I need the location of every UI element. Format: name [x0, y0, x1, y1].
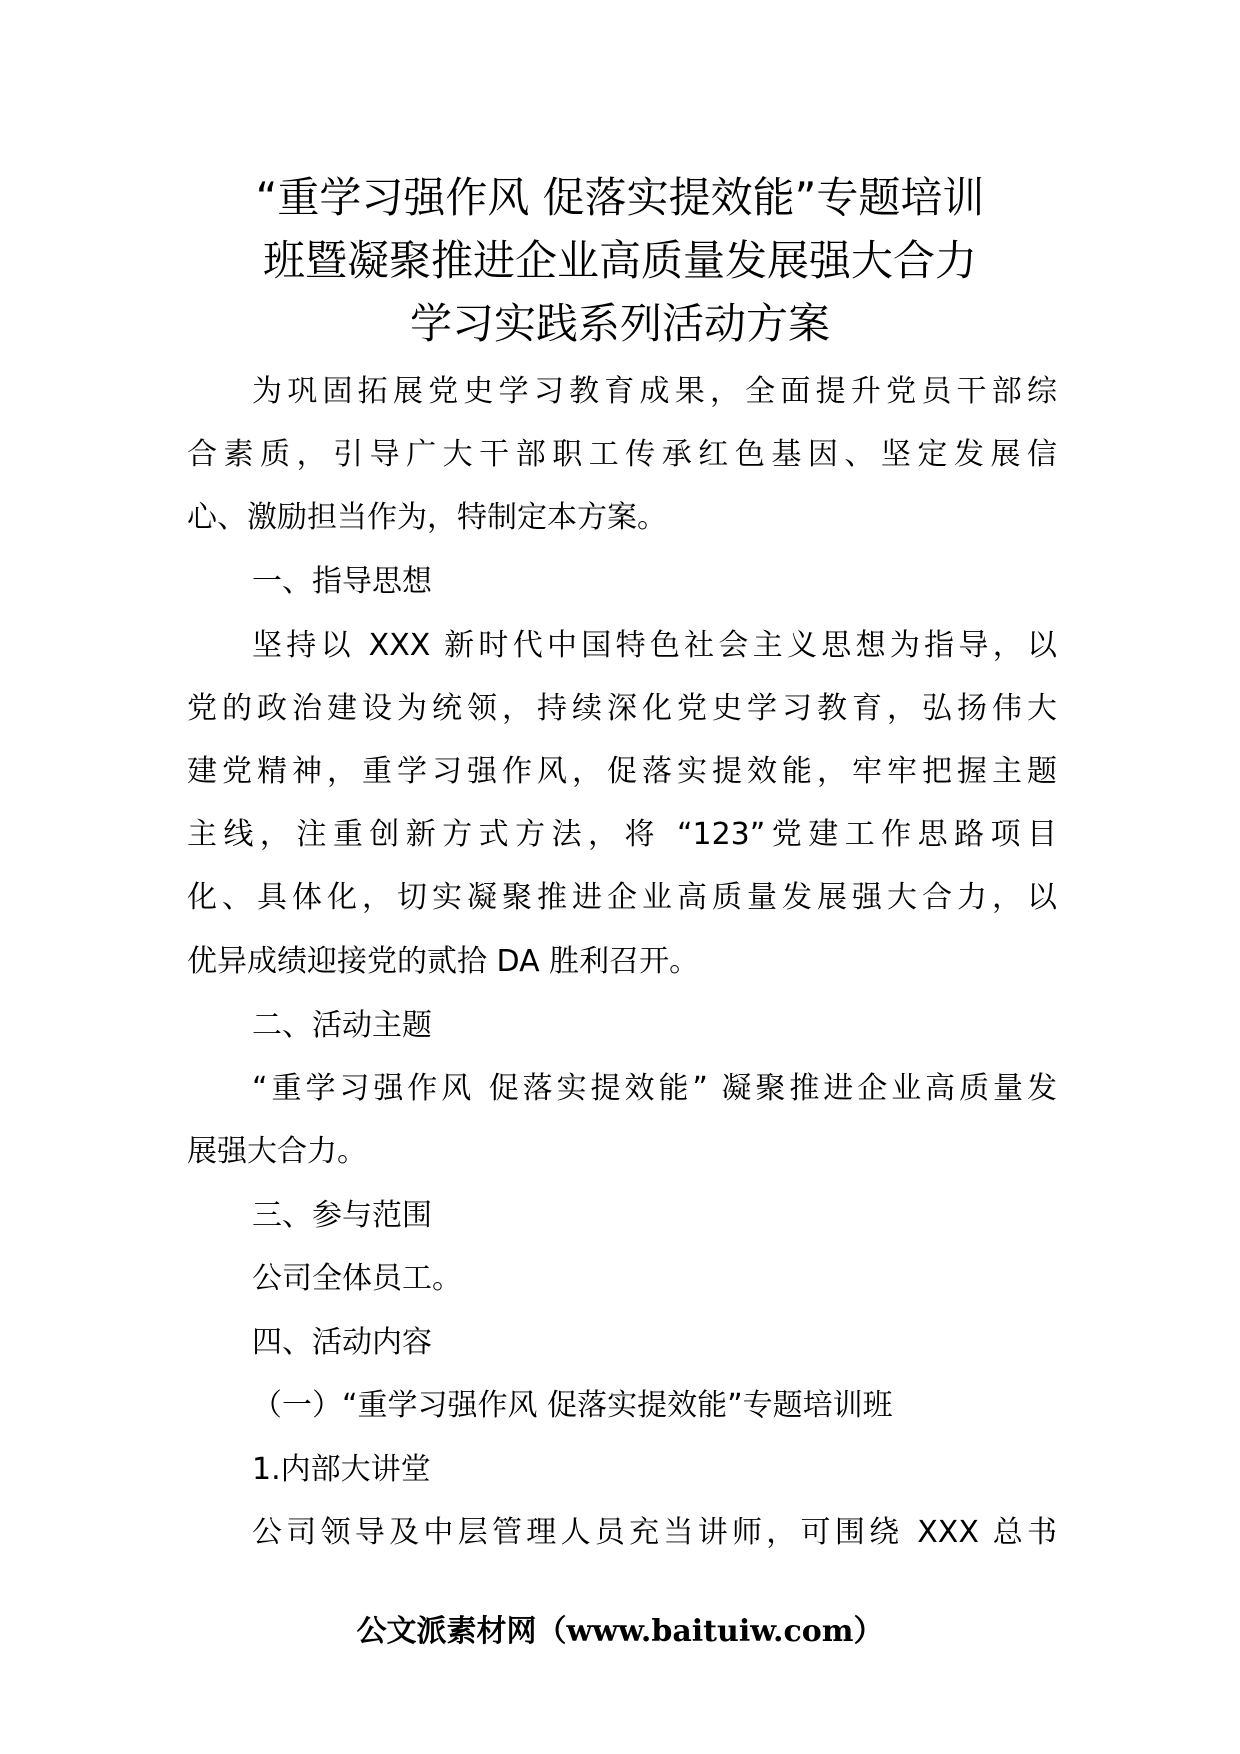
footer-source: 公文派素材网（www.baituiw.com）: [356, 1614, 884, 1649]
paragraph-line: 公司领导及中层管理人员充当讲师，可围绕 XXX 总书: [252, 1515, 1057, 1550]
document-title-line-2: 班暨凝聚推进企业高质量发展强大合力: [262, 236, 977, 285]
subsection-heading: （一）“重学习强作风 促落实提效能”专题培训班: [252, 1388, 893, 1423]
section-heading: 一、指导思想: [252, 564, 432, 599]
section-heading: 三、参与范围: [252, 1198, 432, 1233]
paragraph-line: 优异成绩迎接党的贰拾 DA 胜利召开。: [187, 944, 700, 979]
document-title-line-1: “重学习强作风 促落实提效能”专题培训: [255, 173, 985, 222]
paragraph-line: 化、具体化，切实凝聚推进企业高质量发展强大合力，以: [187, 880, 1057, 915]
document-title-line-3: 学习实践系列活动方案: [409, 299, 830, 348]
paragraph-line: 党的政治建设为统领，持续深化党史学习教育，弘扬伟大: [187, 691, 1057, 726]
section-heading: 四、活动内容: [252, 1325, 432, 1360]
paragraph-line: 心、激励担当作为，特制定本方案。: [187, 500, 667, 535]
section-heading: 二、活动主题: [252, 1008, 432, 1043]
paragraph-line: 合素质，引导广大干部职工传承红色基因、坚定发展信: [187, 437, 1057, 472]
paragraph-line: 为巩固拓展党史学习教育成果，全面提升党员干部综: [252, 374, 1057, 409]
subsection-heading: 1.内部大讲堂: [252, 1452, 431, 1487]
paragraph-line: “重学习强作风 促落实提效能” 凝聚推进企业高质量发: [252, 1071, 1057, 1106]
paragraph-line: 公司全体员工。: [252, 1261, 462, 1296]
paragraph-line: 坚持以 XXX 新时代中国特色社会主义思想为指导，以: [252, 628, 1057, 663]
paragraph-line: 主线，注重创新方式方法，将 “123”党建工作思路项目: [187, 817, 1057, 852]
paragraph-line: 展强大合力。: [187, 1134, 367, 1169]
paragraph-line: 建党精神，重学习强作风，促落实提效能，牢牢把握主题: [187, 754, 1057, 789]
